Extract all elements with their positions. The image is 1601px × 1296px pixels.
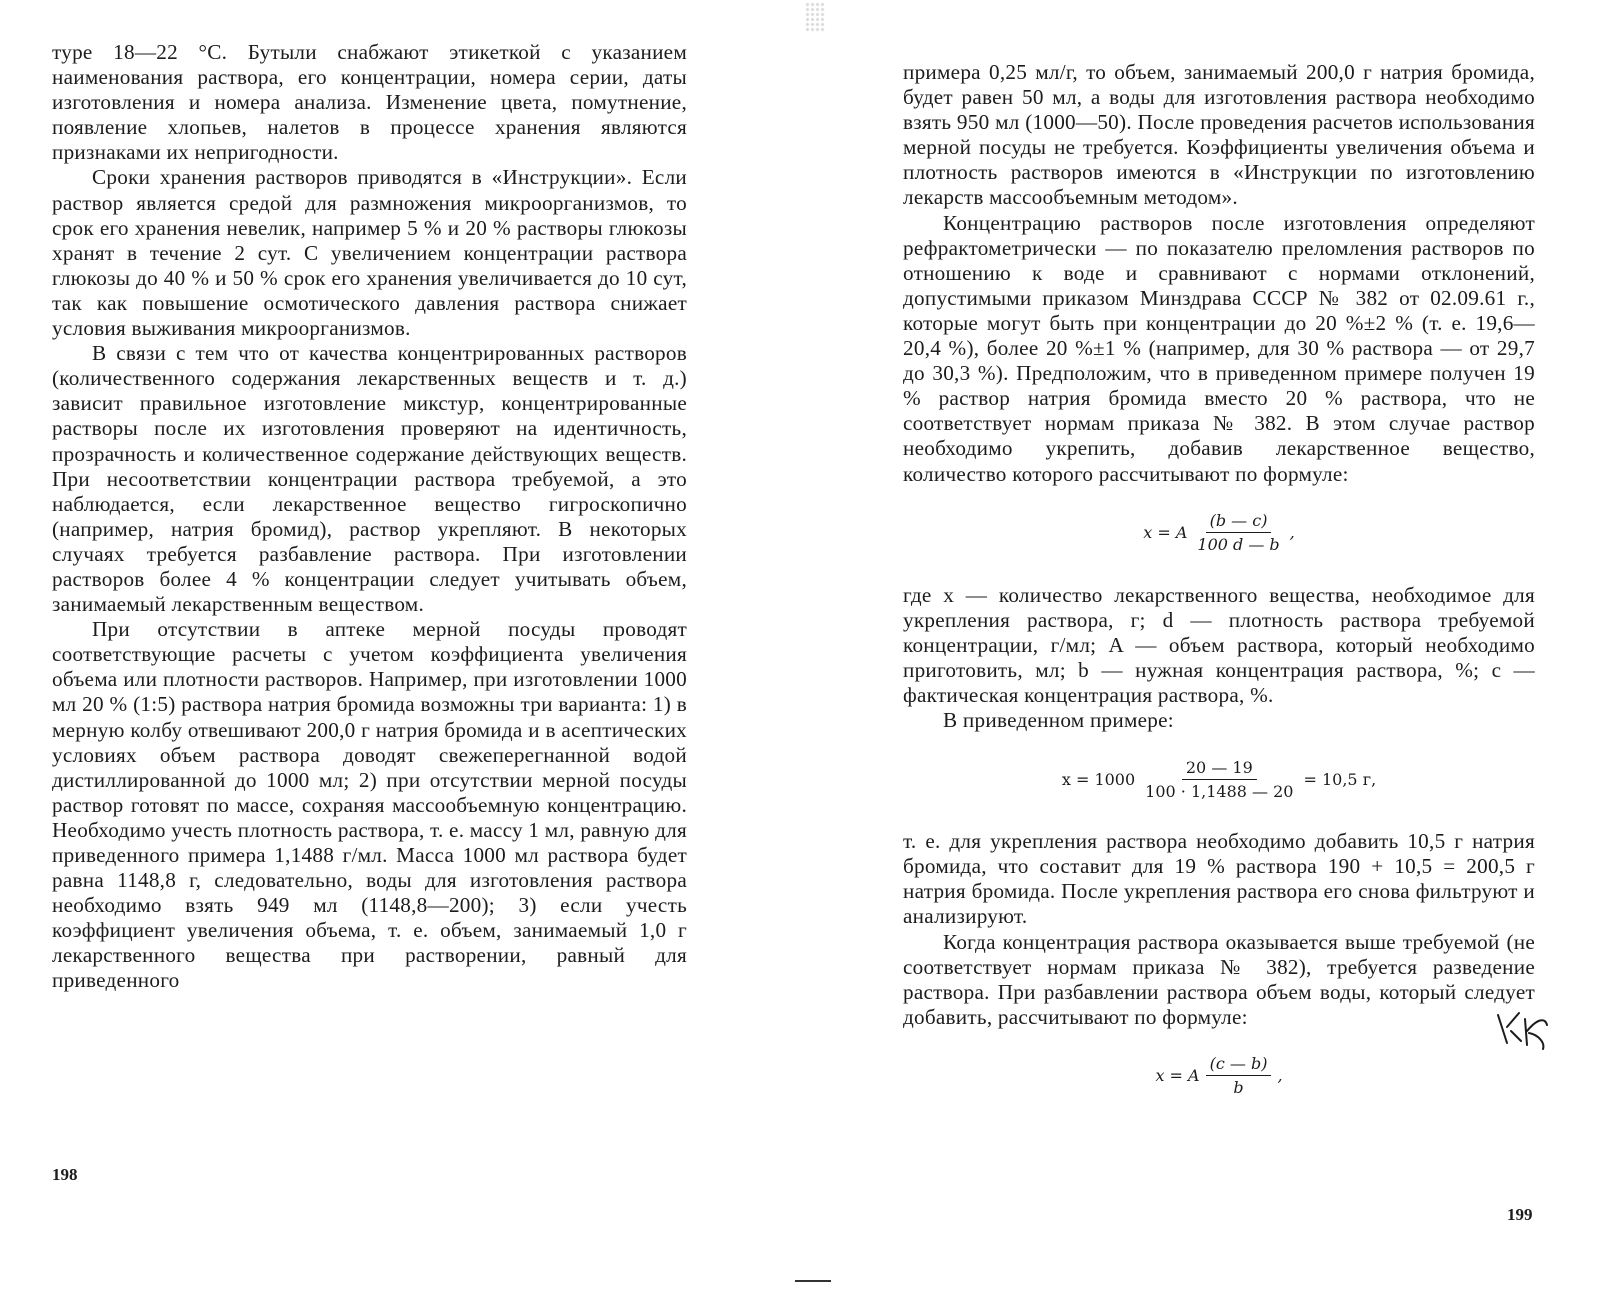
formula-numerator: 20 — 19 bbox=[1182, 758, 1257, 780]
formula-fraction bbox=[1141, 758, 1297, 801]
paragraph: В связи с тем что от качества концентрированных растворов (количественного содержания лекарственных веществ и т. д.) зависит правильное изготовление микстур, концентрированные растворы после их изготовления проверяют на идентичность, прозрачность и количественное содержание действующих веществ. При несоответствии концентрации раствора требуемой, а это наблюдается, если лекарственное вещество гигроскопично (например, натрия бромид), раствор укрепляют. В некоторых случаях требуется разбавление раствора. При изготовлении растворов более 4 % концентрации следует учитывать объем, занимаемый лекарственным веществом. bbox=[52, 341, 687, 617]
right-page bbox=[903, 60, 1535, 1126]
formula-fraction bbox=[1193, 511, 1283, 554]
formula-tail: , bbox=[1277, 1066, 1283, 1086]
formula-tail: = 10,5 г, bbox=[1303, 769, 1377, 789]
formula-lhs: x = A bbox=[1155, 1066, 1200, 1086]
formula-denominator: 100 d — b bbox=[1197, 535, 1280, 555]
scan-noise bbox=[805, 2, 825, 32]
paragraph: туре 18—22 °С. Бутыли снабжают этикеткой с указанием наименования раствора, его концентрации, номера серии, даты изготовления и номера анализа. Изменение цвета, помутнение, появление хлопьев, налетов в процессе хранения являются признаками их непригодности. bbox=[52, 40, 687, 165]
formula-denominator: 100 · 1,1488 — 20 bbox=[1145, 781, 1294, 801]
formula-dilute bbox=[903, 1048, 1535, 1104]
formula-tail: , bbox=[1289, 523, 1295, 543]
formula-lhs: x = A bbox=[1143, 523, 1188, 543]
left-page bbox=[52, 40, 687, 994]
formula-denominator: b bbox=[1233, 1078, 1244, 1098]
formula-numerator: (b — c) bbox=[1206, 511, 1272, 533]
paragraph: Когда концентрация раствора оказывается выше требуемой (не соответствует нормам приказа № 382), требуется разведение раствора. При разбавлении раствора объем воды, который следует добавить, рассчитывают по формуле: bbox=[903, 929, 1535, 1029]
paragraph: Сроки хранения растворов приводятся в «Инструкции». Если раствор является средой для размножения микроорганизмов, то срок его хранения невелик, например 5 % и 20 % растворы глюкозы хранят в течение 2 сут. С увеличением концентрации раствора глюкозы до 40 % и 50 % срок его хранения увеличивается до 10 сут, так как повышение осмотического давления раствора снижает условия выживания микроорганизмов. bbox=[52, 165, 687, 341]
paragraph: где x — количество лекарственного вещества, необходимое для укрепления раствора, г; d — плотность раствора требуемой концентрации, г/мл; A — объем раствора, который необходимо приготовить, мл; b — нужная концентрация раствора, %; c — фактическая концентрация раствора, %. bbox=[903, 582, 1535, 707]
paragraph: При отсутствии в аптеке мерной посуды проводят соответствующие расчеты с учетом коэффициента увеличения объема или плотности растворов. Например, при изготовлении 1000 мл 20 % (1:5) раствора натрия бромида возможны три варианта: 1) в мерную колбу отвешивают 200,0 г натрия бромида и в асептических условиях объем раствора доводят свежеперегнанной водой дистиллированной до 1000 мл; 2) при отсутствии мерной посуды раствор готовят по массе, сохраняя массообъемную концентрацию. Необходимо учесть плотность раствора, т. е. массу 1 мл, равную для приведенного примера 1,1488 г/мл. Масса 1000 мл раствора будет равна 1148,8 г, следовательно, воды для изготовления раствора необходимо взять 949 мл (1148,8—200); 3) если учесть коэффициент увеличения объема, т. е. объем, занимаемый 1,0 г лекарственного вещества при растворении, равный для приведенного bbox=[52, 617, 688, 993]
formula-fraction bbox=[1206, 1054, 1272, 1097]
formula-strengthen bbox=[903, 505, 1535, 561]
paragraph: Концентрацию растворов после изготовления определяют рефрактометрически — по показателю преломления растворов по отношению к воде и сравнивают с нормами отклонений, допустимыми приказом Минздрава СССР № 382 от 02.09.61 г., которые могут быть при концентрации до 20 %±2 % (т. е. 19,6—20,4 %), более 20 %±1 % (например, для 30 % раствора — от 29,7 до 30,3 %). Предположим, что в приведенном примере получен 19 % раствор натрия бромида вместо 20 % раствора, что не соответствует нормам приказа № 382. В этом случае раствор необходимо укрепить, добавив лекарственное вещество, количество которого рассчитывают по формуле: bbox=[903, 210, 1535, 486]
formula-numerator: (c — b) bbox=[1206, 1054, 1272, 1076]
formula-lhs: x = 1000 bbox=[1061, 769, 1136, 789]
paragraph: примера 0,25 мл/г, то объем, занимаемый 200,0 г натрия бромида, будет равен 50 мл, а воды для изготовления раствора необходимо взять 950 мл (1000—50). После проведения расчетов использования мерной посуды не требуется. Коэффициенты увеличения объема и плотность растворов имеются в «Инструкции по изготовлению лекарств массообъемным методом». bbox=[903, 60, 1535, 210]
formula-example bbox=[903, 751, 1535, 807]
scan-gutter-line bbox=[795, 1280, 831, 1282]
page-number: 198 bbox=[52, 1165, 78, 1184]
handwritten-mark-icon bbox=[1493, 1005, 1553, 1055]
page-number: 199 bbox=[1507, 1205, 1533, 1224]
paragraph: т. е. для укрепления раствора необходимо добавить 10,5 г натрия бромида, что составит для 19 % раствора 190 + 10,5 = 200,5 г натрия бромида. После укрепления раствора его снова фильтруют и анализируют. bbox=[903, 829, 1535, 929]
paragraph: В приведенном примере: bbox=[943, 708, 1174, 733]
